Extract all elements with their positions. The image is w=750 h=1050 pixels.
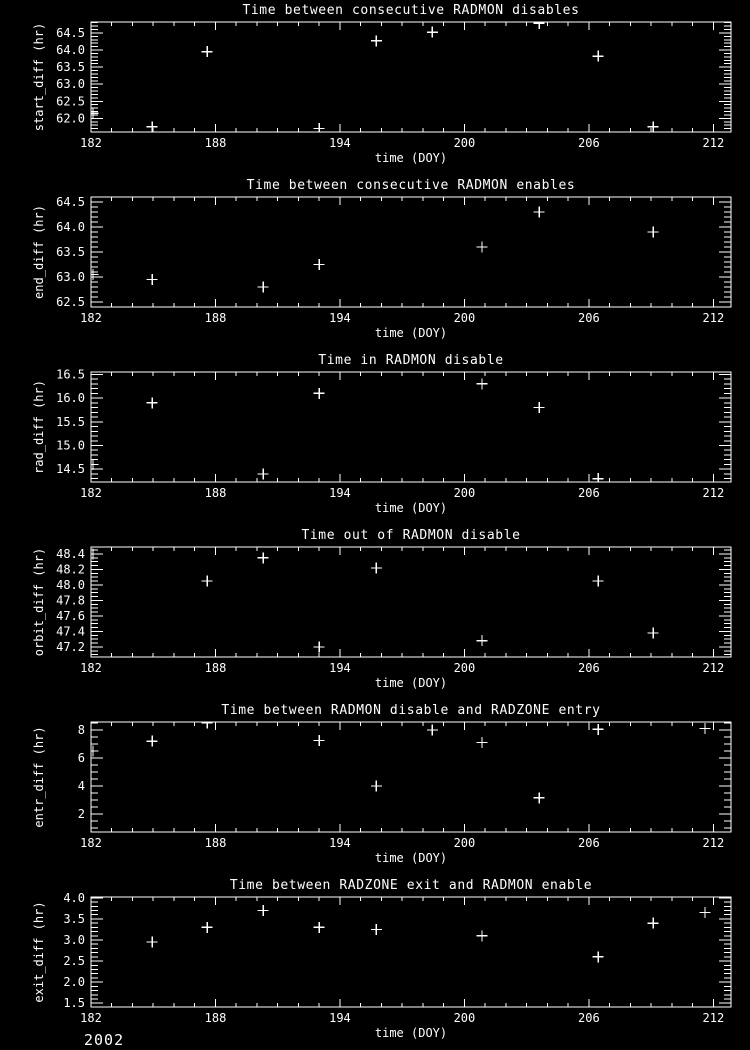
y-minor-ticks bbox=[91, 379, 731, 479]
data-point-marker bbox=[477, 242, 488, 253]
data-point-marker bbox=[314, 641, 325, 652]
y-tick-label: 3.0 bbox=[63, 932, 85, 947]
y-tick-label: 64.0 bbox=[56, 220, 85, 234]
data-point-marker bbox=[147, 121, 158, 132]
data-point-marker bbox=[371, 35, 382, 46]
data-points bbox=[88, 378, 604, 484]
x-tick-label: 182 bbox=[80, 1011, 102, 1025]
x-tick-label: 194 bbox=[329, 661, 351, 675]
x-tick-label: 206 bbox=[578, 1011, 600, 1025]
x-tick-label: 212 bbox=[702, 836, 725, 850]
x-tick-label: 206 bbox=[578, 136, 600, 150]
x-axis-label: time (DOY) bbox=[374, 851, 448, 865]
y-major-ticks bbox=[78, 723, 731, 821]
plot-title: Time between consecutive RADMON disables bbox=[242, 3, 580, 18]
x-tick-label: 200 bbox=[453, 661, 476, 675]
data-point-marker bbox=[147, 397, 158, 408]
data-point-marker bbox=[314, 922, 325, 933]
y-tick-label: 47.8 bbox=[56, 593, 85, 608]
data-point-marker bbox=[477, 378, 488, 389]
y-major-ticks bbox=[56, 547, 731, 654]
x-tick-label: 206 bbox=[578, 661, 600, 675]
plot-title: Time between RADZONE exit and RADMON enable bbox=[229, 878, 593, 893]
y-major-ticks bbox=[63, 891, 731, 1010]
x-tick-label: 194 bbox=[329, 136, 351, 150]
data-point-marker bbox=[593, 473, 604, 484]
x-tick-label: 194 bbox=[329, 311, 351, 325]
x-tick-label: 188 bbox=[204, 661, 227, 675]
x-tick-label: 182 bbox=[80, 311, 102, 325]
x-tick-label: 200 bbox=[453, 836, 476, 850]
data-point-marker bbox=[477, 930, 488, 941]
data-point-marker bbox=[427, 27, 438, 38]
data-point-marker bbox=[371, 780, 382, 791]
plot-title: Time between RADMON disable and RADZONE entry bbox=[221, 703, 601, 718]
x-axis-label: time (DOY) bbox=[374, 501, 448, 515]
x-axis-label: time (DOY) bbox=[374, 1026, 448, 1040]
plot-border bbox=[91, 897, 731, 1007]
y-tick-label: 15.5 bbox=[56, 414, 85, 429]
y-axis-label: end_diff (hr) bbox=[32, 205, 46, 299]
y-axis-label: start_diff (hr) bbox=[32, 22, 46, 132]
y-tick-label: 62.5 bbox=[56, 94, 85, 109]
data-point-marker bbox=[700, 907, 711, 918]
data-point-marker bbox=[258, 468, 269, 479]
x-tick-label: 182 bbox=[80, 836, 102, 850]
data-point-marker bbox=[202, 46, 213, 57]
plot-border bbox=[91, 372, 731, 482]
x-tick-label: 194 bbox=[329, 836, 351, 850]
y-tick-label: 63.0 bbox=[56, 77, 85, 92]
x-tick-label: 188 bbox=[204, 136, 227, 150]
x-minor-ticks bbox=[112, 372, 693, 482]
y-tick-label: 8 bbox=[77, 722, 85, 737]
x-tick-label: 182 bbox=[80, 136, 102, 150]
y-tick-label: 15.0 bbox=[56, 438, 85, 453]
data-point-marker bbox=[147, 736, 158, 747]
data-point-marker bbox=[534, 18, 545, 29]
y-tick-label: 1.5 bbox=[63, 996, 85, 1011]
y-tick-label: 62.0 bbox=[56, 111, 85, 126]
y-minor-ticks bbox=[91, 723, 731, 828]
plot-title: Time between consecutive RADMON enables bbox=[246, 178, 576, 193]
y-axis-label: rad_diff (hr) bbox=[32, 380, 46, 474]
x-axis-label: time (DOY) bbox=[374, 326, 448, 340]
y-tick-label: 2.5 bbox=[63, 954, 85, 969]
y-minor-ticks bbox=[91, 23, 731, 132]
y-minor-ticks bbox=[91, 550, 731, 655]
x-minor-ticks bbox=[112, 547, 693, 657]
data-point-marker bbox=[314, 388, 325, 399]
y-tick-label: 47.6 bbox=[56, 608, 85, 623]
data-point-marker bbox=[314, 735, 325, 746]
x-tick-label: 200 bbox=[453, 136, 476, 150]
x-tick-label: 188 bbox=[204, 1011, 227, 1025]
y-tick-label: 48.4 bbox=[56, 546, 85, 561]
plot-border bbox=[91, 22, 731, 132]
data-point-marker bbox=[314, 259, 325, 270]
data-point-marker bbox=[427, 724, 438, 735]
x-tick-label: 194 bbox=[329, 1011, 351, 1025]
plot-panel-2 bbox=[0, 175, 750, 350]
data-point-marker bbox=[147, 274, 158, 285]
y-tick-label: 2.0 bbox=[63, 975, 85, 990]
x-tick-label: 206 bbox=[578, 836, 600, 850]
data-point-marker bbox=[371, 562, 382, 573]
y-axis-label: orbit_diff (hr) bbox=[32, 547, 46, 657]
plot-panel-5 bbox=[0, 700, 750, 875]
plot-panel-1 bbox=[0, 0, 750, 175]
y-tick-label: 4.0 bbox=[63, 890, 85, 905]
x-tick-label: 200 bbox=[453, 486, 476, 500]
data-point-marker bbox=[534, 402, 545, 413]
data-point-marker bbox=[648, 227, 659, 238]
data-points bbox=[88, 717, 711, 803]
x-minor-ticks bbox=[112, 722, 693, 832]
plot-panel-6 bbox=[0, 875, 750, 1050]
y-tick-label: 14.5 bbox=[56, 462, 85, 477]
x-axis-label: time (DOY) bbox=[374, 151, 448, 165]
data-point-marker bbox=[593, 724, 604, 735]
data-point-marker bbox=[88, 745, 99, 756]
y-minor-ticks bbox=[91, 197, 731, 307]
data-point-marker bbox=[258, 282, 269, 293]
x-tick-label: 212 bbox=[702, 486, 725, 500]
x-tick-label: 206 bbox=[578, 486, 600, 500]
y-tick-label: 63.5 bbox=[56, 245, 85, 259]
y-axis-label: exit_diff (hr) bbox=[32, 901, 46, 1003]
y-tick-label: 4 bbox=[77, 778, 85, 793]
plot-border bbox=[91, 722, 731, 832]
data-points bbox=[88, 548, 659, 652]
data-point-marker bbox=[648, 627, 659, 638]
data-point-marker bbox=[477, 737, 488, 748]
plot-panel-3 bbox=[0, 350, 750, 525]
y-tick-label: 16.0 bbox=[56, 391, 85, 406]
data-point-marker bbox=[371, 924, 382, 935]
data-point-marker bbox=[88, 269, 99, 280]
x-tick-label: 212 bbox=[702, 1011, 725, 1025]
data-point-marker bbox=[202, 576, 213, 587]
y-tick-label: 48.2 bbox=[56, 562, 85, 577]
y-tick-label: 64.5 bbox=[56, 25, 85, 40]
year-label: 2002 bbox=[84, 1031, 125, 1049]
x-tick-label: 212 bbox=[702, 136, 725, 150]
plot-border bbox=[91, 197, 731, 307]
y-major-ticks bbox=[56, 367, 731, 476]
data-point-marker bbox=[593, 576, 604, 587]
data-point-marker bbox=[258, 552, 269, 563]
data-points bbox=[88, 207, 659, 293]
data-point-marker bbox=[202, 922, 213, 933]
plot-panel-4 bbox=[0, 525, 750, 700]
data-point-marker bbox=[648, 121, 659, 132]
data-point-marker bbox=[700, 723, 711, 734]
x-tick-label: 182 bbox=[80, 486, 102, 500]
y-major-ticks bbox=[56, 195, 731, 309]
plot-title: Time out of RADMON disable bbox=[301, 528, 521, 543]
x-tick-label: 188 bbox=[204, 486, 227, 500]
x-tick-label: 200 bbox=[453, 1011, 476, 1025]
x-tick-label: 194 bbox=[329, 486, 351, 500]
x-tick-label: 188 bbox=[204, 836, 227, 850]
x-tick-label: 182 bbox=[80, 661, 102, 675]
x-tick-label: 200 bbox=[453, 311, 476, 325]
y-tick-label: 64.5 bbox=[56, 195, 85, 209]
y-tick-label: 63.0 bbox=[56, 270, 85, 284]
data-point-marker bbox=[593, 951, 604, 962]
plot-border bbox=[91, 547, 731, 657]
data-point-marker bbox=[593, 51, 604, 62]
y-tick-label: 47.2 bbox=[56, 639, 85, 654]
x-tick-label: 206 bbox=[578, 311, 600, 325]
data-points bbox=[88, 18, 659, 134]
x-tick-label: 188 bbox=[204, 311, 227, 325]
data-point-marker bbox=[202, 717, 213, 728]
data-point-marker bbox=[534, 792, 545, 803]
y-tick-label: 2 bbox=[77, 806, 85, 821]
y-minor-ticks bbox=[91, 902, 731, 999]
y-tick-label: 16.5 bbox=[56, 367, 85, 382]
y-tick-label: 47.4 bbox=[56, 624, 85, 639]
y-tick-label: 62.5 bbox=[56, 295, 85, 309]
data-point-marker bbox=[88, 459, 99, 470]
data-point-marker bbox=[648, 918, 659, 929]
x-minor-ticks bbox=[112, 22, 693, 132]
data-point-marker bbox=[258, 905, 269, 916]
data-point-marker bbox=[88, 108, 99, 119]
x-axis-label: time (DOY) bbox=[374, 676, 448, 690]
x-tick-label: 212 bbox=[702, 661, 725, 675]
plot-title: Time in RADMON disable bbox=[318, 353, 504, 368]
data-point-marker bbox=[534, 207, 545, 218]
y-axis-label: entr_diff (hr) bbox=[32, 726, 46, 828]
x-minor-ticks bbox=[112, 897, 693, 1007]
y-tick-label: 6 bbox=[77, 750, 85, 765]
y-major-ticks bbox=[56, 26, 731, 125]
data-point-marker bbox=[477, 635, 488, 646]
y-tick-label: 48.0 bbox=[56, 577, 85, 592]
x-minor-ticks bbox=[112, 197, 693, 307]
data-points bbox=[147, 905, 711, 962]
x-tick-label: 212 bbox=[702, 311, 725, 325]
data-point-marker bbox=[147, 937, 158, 948]
y-tick-label: 3.5 bbox=[63, 911, 85, 926]
y-tick-label: 63.5 bbox=[56, 60, 85, 75]
y-tick-label: 64.0 bbox=[56, 43, 85, 58]
